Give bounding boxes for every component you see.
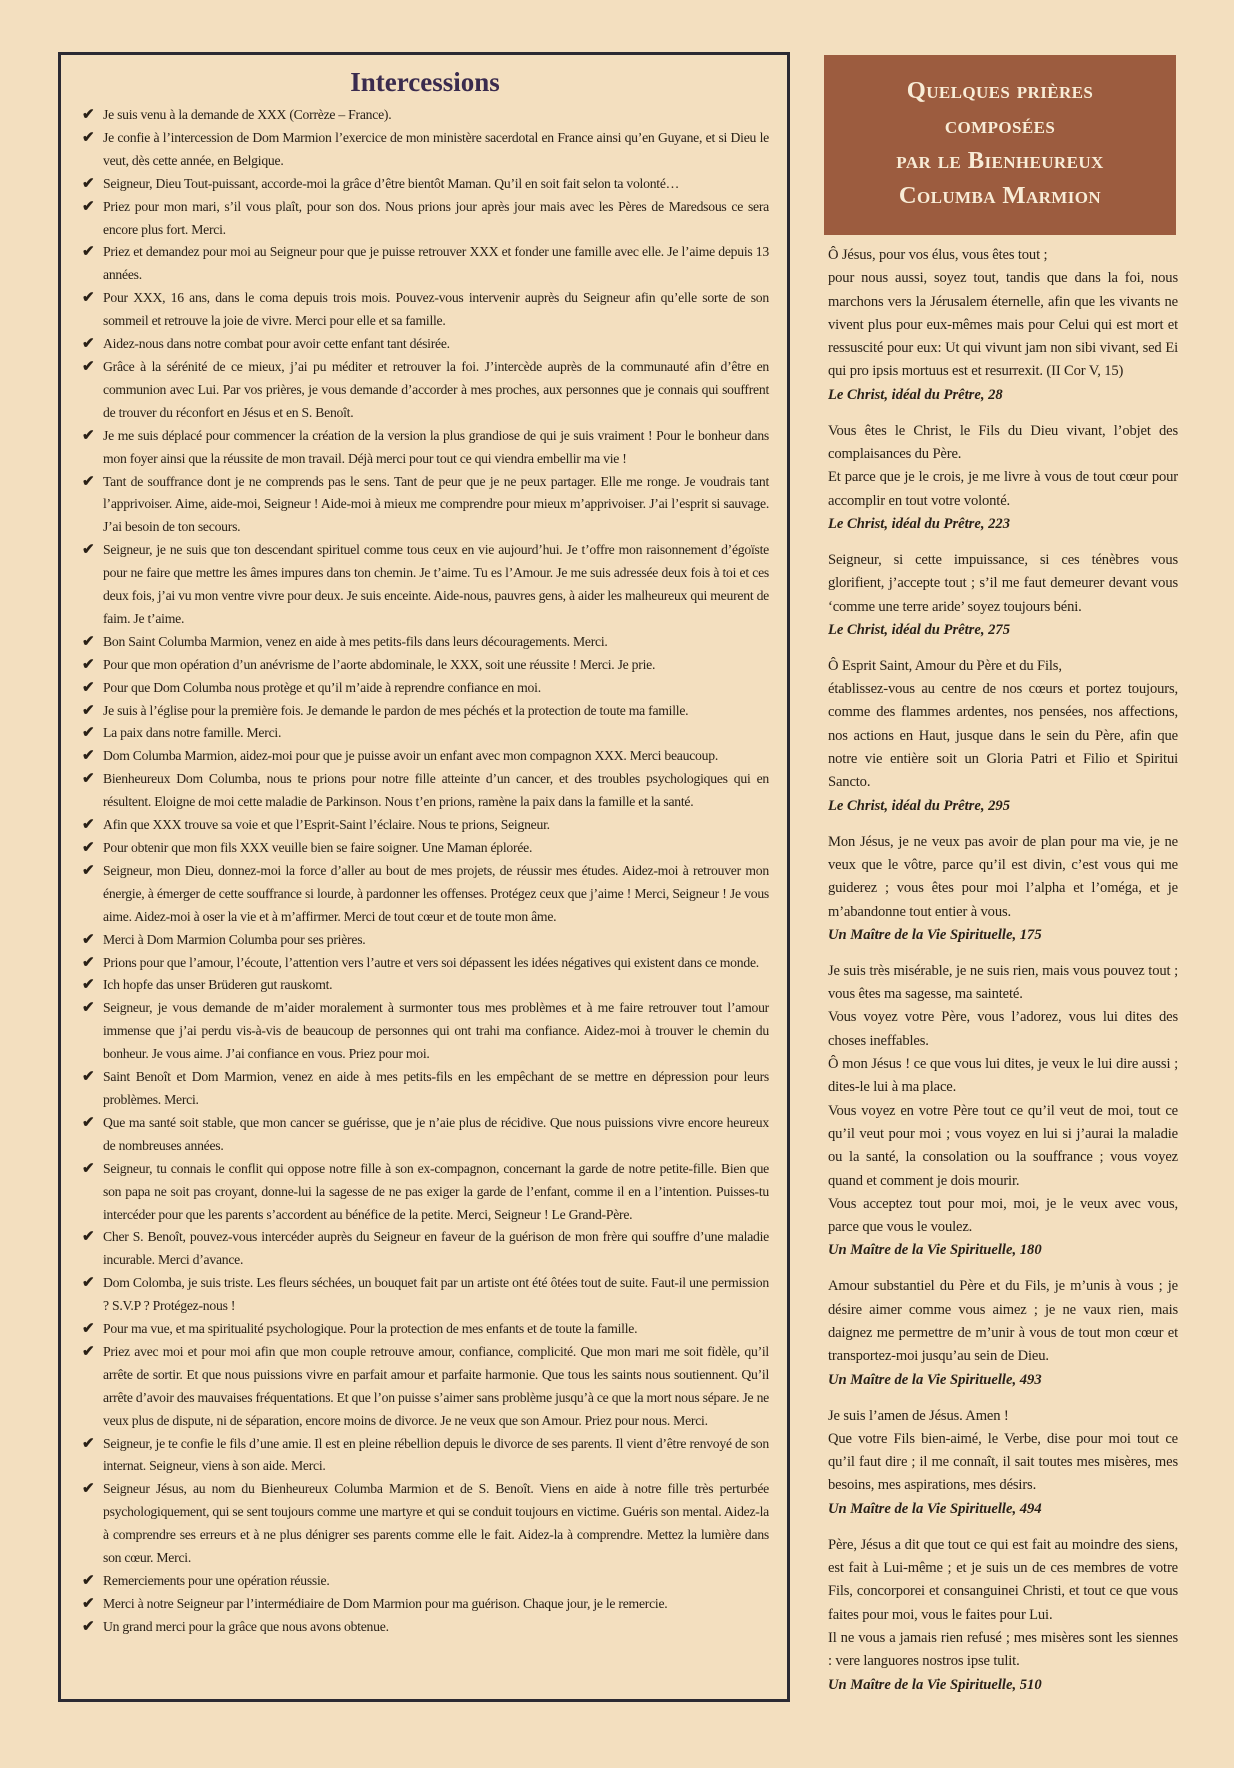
checkmark-icon: ✔ <box>82 1229 95 1246</box>
intercession-text: Seigneur, Dieu Tout-puissant, accorde-moi la grâce d’être bientôt Maman. Qu’il en soit fait selon ta volonté… <box>103 175 680 191</box>
checkmark-icon: ✔ <box>82 473 95 490</box>
checkmark-icon: ✔ <box>82 1000 95 1017</box>
prayers-title-line: Columba Marmion <box>898 182 1102 209</box>
intercession-text: Je suis à l’église pour la première fois. Je demande le pardon de mes péchés et la protection de toute ma famille. <box>103 702 689 718</box>
intercession-item <box>81 287 769 333</box>
prayer-block <box>828 244 1178 407</box>
checkmark-icon: ✔ <box>82 702 95 719</box>
prayer-block <box>828 420 1178 536</box>
checkmark-icon: ✔ <box>82 725 95 742</box>
checkmark-icon: ✔ <box>82 542 95 559</box>
intercession-item <box>81 1593 769 1616</box>
prayer-source: Un Maître de la Vie Spirituelle, 510 <box>828 1676 1042 1693</box>
intercession-item <box>81 997 769 1066</box>
prayer-text: Je suis l’amen de Jésus. Amen ! Que votre Fils bien-aimé, le Verbe, dise pour moi tout ce qu’il faut dire ; il me connaît, il sait toutes mes misères, mes besoins, mes aspirations, mes désirs. <box>828 1407 1178 1494</box>
prayer-text: Amour substantiel du Père et du Fils, je m’unis à vous ; je désire aimer comme vous aimez ; je ne vaux rien, mais daignez me permettre de m’unir à vous de tout mon cœur et transportez-moi jusqu’au sein de Dieu. <box>828 1278 1178 1365</box>
intercession-text: Seigneur, je te confie le fils d’une amie. Il est en pleine rébellion depuis le divorce de ses parents. Il vient d’être renvoyé de son internat. Seigneur, viens à son aide. Merci. <box>103 1435 769 1474</box>
intercession-text: Tant de souffrance dont je ne comprends pas le sens. Tant de peur que je ne peux partager. Elle me ronge. Je voudrais tant l’apprivoiser. Aime, aide-moi, Seigneur ! Aide-moi à mieux me comprendre pour mieux m’apprivoiser. J’ai l’esprit si sauvage. J’ai besoin de ton secours. <box>103 473 769 535</box>
prayer-source: Un Maître de la Vie Spirituelle, 180 <box>828 1242 1042 1259</box>
intercession-text: Cher S. Benoît, pouvez-vous intercéder auprès du Seigneur en faveur de la guérison de mon frère qui souffre d’une maladie incurable. Merci d’avance. <box>103 1229 769 1268</box>
intercession-text: Bon Saint Columba Marmion, venez en aide à mes petits-fils dans leurs découragements. Merci. <box>103 633 608 649</box>
checkmark-icon: ✔ <box>82 1618 95 1635</box>
intercession-item <box>81 1112 769 1158</box>
intercession-item <box>81 952 769 975</box>
checkmark-icon: ✔ <box>82 862 95 879</box>
intercessions-list <box>81 104 769 1639</box>
checkmark-icon: ✔ <box>82 1435 95 1452</box>
intercession-item <box>81 654 769 677</box>
checkmark-icon: ✔ <box>82 931 95 948</box>
intercession-text: La paix dans notre famille. Merci. <box>103 725 282 741</box>
prayers-title-line: Quelques prières <box>906 77 1094 104</box>
checkmark-icon: ✔ <box>82 129 95 146</box>
checkmark-icon: ✔ <box>82 290 95 307</box>
intercession-item <box>81 425 769 471</box>
intercession-item <box>81 677 769 700</box>
intercession-item <box>81 1158 769 1227</box>
intercession-text: Afin que XXX trouve sa voie et que l’Esprit-Saint l’éclaire. Nous te prions, Seigneur. <box>103 817 550 833</box>
prayer-source: Un Maître de la Vie Spirituelle, 494 <box>828 1500 1042 1517</box>
prayer-text: Ô Esprit Saint, Amour du Père et du Fils, établissez-vous au centre de nos cœurs et portez toujours, comme des flammes ardentes, nos pensées, nos affections, nos actions en Haut, jusque dans le sein du Père, afin que notre vie entière soit un Gloria Patri et Filio et Spiritui Sancto. <box>828 657 1178 791</box>
checkmark-icon: ✔ <box>82 198 95 215</box>
intercession-text: Pour obtenir que mon fils XXX veuille bien se faire soigner. Une Maman éplorée. <box>103 840 533 855</box>
prayer-block <box>828 1534 1178 1697</box>
checkmark-icon: ✔ <box>82 817 95 834</box>
intercession-item <box>81 471 769 540</box>
prayer-block <box>828 1405 1178 1521</box>
checkmark-icon: ✔ <box>82 1114 95 1131</box>
prayer-text: Je suis très misérable, je ne suis rien, mais vous pouvez tout ; vous êtes ma sagesse, ma sainteté. Vous voyez votre Père, vous l’adorez, vous lui dites des choses ineffables. Ô mon Jésus ! ce que vous lui dites, je veux le lui dire aussi ; dites-le lui à ma place. Vous voyez en votre Père tout ce qu’il veut de moi, tout ce qu’il veut pour moi ; vous voyez en lui si j’aurai la maladie ou la santé, la consolation ou la souffrance ; vous voyez quand et comment je dois mourir. Vous acceptez tout pour moi, moi, je le veux avec vous, parce que vous le voulez. <box>828 962 1178 1236</box>
prayer-source: Un Maître de la Vie Spirituelle, 493 <box>828 1371 1042 1388</box>
checkmark-icon: ✔ <box>82 1275 95 1292</box>
intercession-item <box>81 722 769 745</box>
prayer-text: Père, Jésus a dit que tout ce qui est fait au moindre des siens, est fait à Lui-même ; et je suis un de ces membres de votre Fils, concorporei et consanguinei Christi, et tout ce que vous faites pour moi, vous le faites pour Lui. Il ne vous a jamais rien refusé ; mes misères sont les siennes : vere languores nostros ipse tulit. <box>828 1536 1178 1670</box>
checkmark-icon: ✔ <box>82 1321 95 1338</box>
checkmark-icon: ✔ <box>82 977 95 994</box>
checkmark-icon: ✔ <box>82 1069 95 1086</box>
prayer-source: Le Christ, idéal du Prêtre, 28 <box>828 386 1003 403</box>
intercession-item <box>81 1570 769 1593</box>
intercession-item <box>81 333 769 356</box>
intercession-text: Prions pour que l’amour, l’écoute, l’attention vers l’autre et vers soi dépassent les idées négatives qui existent dans ce monde. <box>103 954 759 970</box>
intercession-item <box>81 356 769 425</box>
intercession-text: Que ma santé soit stable, que mon cancer se guérisse, que je n’aie plus de récidive. Que nous puissions vivre encore heureux de nombreuses années. <box>103 1114 769 1153</box>
checkmark-icon: ✔ <box>82 1343 95 1360</box>
prayer-block <box>828 655 1178 818</box>
intercession-text: Merci à notre Seigneur par l’intermédiaire de Dom Marmion pour ma guérison. Chaque jour, je le remercie. <box>103 1595 668 1611</box>
intercession-text: Dom Colomba, je suis triste. Les fleurs séchées, un bouquet fait par un artiste ont été ôtées tout de suite. Faut-il une permission ? S.V.P ? Protégez-nous ! <box>103 1275 769 1314</box>
checkmark-icon: ✔ <box>82 1595 95 1612</box>
checkmark-icon: ✔ <box>82 358 95 375</box>
intercession-item <box>81 1616 769 1639</box>
prayer-source: Le Christ, idéal du Prêtre, 275 <box>828 621 1011 638</box>
intercession-item <box>81 768 769 814</box>
intercession-item <box>81 974 769 997</box>
intercession-text: Seigneur, tu connais le conflit qui oppose notre fille à son ex-compagnon, concernant la garde de notre petite-fille. Bien que son papa ne soit pas croyant, donne-lui la sagesse de ne pas exiger la garde de l’enfant, comme il en a l’intention. Puisses-tu intercéder pour que les parents s’accordent au bénéfice de la petite. Merci, Seigneur ! Le Grand-Père. <box>103 1160 769 1222</box>
intercession-text: Pour que Dom Columba nous protège et qu’il m’aide à reprendre confiance en moi. <box>103 679 541 695</box>
intercession-text: Ich hopfe das unser Brüderen gut rauskomt. <box>103 977 333 993</box>
intercession-item <box>81 745 769 768</box>
intercession-text: Je suis venu à la demande de XXX (Corrèze – France). <box>103 107 392 122</box>
intercession-text: Priez et demandez pour moi au Seigneur pour que je puisse retrouver XXX et fonder une famille avec elle. Je l’aime depuis 13 années. <box>103 244 769 283</box>
prayer-text: Vous êtes le Christ, le Fils du Dieu vivant, l’objet des complaisances du Père. Et parce que je le crois, je me livre à vous de tout cœur pour accomplir en tout votre volonté. <box>828 422 1178 509</box>
checkmark-icon: ✔ <box>82 840 95 856</box>
intercession-text: Aidez-nous dans notre combat pour avoir cette enfant tant désirée. <box>103 336 450 352</box>
checkmark-icon: ✔ <box>82 748 95 765</box>
intercession-text: Seigneur, je ne suis que ton descendant spirituel comme tous ceux en vie aujourd’hui. Je t’offre mon raisonnement d’égoïste pour ne faire que mettre les âmes impures dans ton chemin. Je t’aime. Tu es l’Amour. Je me suis adressée deux fois à toi et ces deux fois, j’ai vu mon ventre vivre pour deux. Je suis enceinte. Aide-nous, pauvres gens, à aider les malheureux qui meurent de faim. Je t’aime. <box>103 542 769 626</box>
intercession-item <box>81 1066 769 1112</box>
checkmark-icon: ✔ <box>82 427 95 444</box>
intercession-text: Priez avec moi et pour moi afin que mon couple retrouve amour, confiance, complicité. Que mon mari me soit fidèle, qu’il arrête de sortir. Et que nous puissions vivre en parfait amour et parfaite harmonie. Que tous les saints nous soutiennent. Qu’il arrête d’avoir des mauvaises fréquentations. Et que l’on puisse s’aimer sans problème jusqu’à ce que la mort nous sépare. Je ne veux plus de dispute, ni de séparation, encore moins de divorce. Je ne veux que son Amour. Priez pour nous. Merci. <box>103 1343 769 1428</box>
intercession-text: Seigneur, mon Dieu, donnez-moi la force d’aller au bout de mes projets, de réussir mes études. Aidez-moi à retrouver mon énergie, à émerger de cette souffrance si lourde, à pardonner les offenses. Protégez ceux que j’aime ! Merci, Seigneur ! Je vous aime. Aidez-moi à oser la vie et à m’affirmer. Merci de tout cœur et de toute mon âme. <box>103 862 769 924</box>
intercession-text: Remerciements pour une opération réussie. <box>103 1573 330 1588</box>
prayer-text: Seigneur, si cette impuissance, si ces ténèbres vous glorifient, j’accepte tout ; s’il me faut demeurer devant vous ‘comme une terre aride’ soyez toujours béni. <box>828 551 1178 615</box>
checkmark-icon: ✔ <box>82 175 95 192</box>
prayer-source: Le Christ, idéal du Prêtre, 295 <box>828 797 1011 814</box>
intercession-text: Bienheureux Dom Columba, nous te prions pour notre fille atteinte d’un cancer, et des troubles psychologiques qui en résultent. Eloigne de moi cette maladie de Parkinson. Nous t’en prions, ramène la paix dans la famille et la santé. <box>103 771 769 810</box>
intercession-text: Seigneur, je vous demande de m’aider moralement à surmonter tous mes problèmes et à me faire retrouver tout l’amour immense que j’ai perdu vis-à-vis de beaucoup de personnes qui ont trahi ma confiance. Aidez-moi à trouver le chemin du bonheur. Je vous aime. J’ai confiance en vous. Priez pour moi. <box>103 1000 769 1062</box>
prayers-title-line: par le Bienheureux <box>896 147 1104 174</box>
checkmark-icon: ✔ <box>82 656 95 673</box>
prayers-column <box>828 244 1178 1704</box>
prayer-block <box>828 549 1178 642</box>
intercession-item <box>81 196 769 242</box>
prayer-block <box>828 960 1178 1263</box>
intercession-text: Pour que mon opération d’un anévrisme de l’aorte abdominale, le XXX, soit une réussite ! Merci. Je prie. <box>103 656 656 672</box>
prayers-title-box <box>824 55 1176 235</box>
intercession-text: Grâce à la sérénité de ce mieux, j’ai pu méditer et retrouver la foi. J’intercède auprès de la communauté afin d’être en communion avec Lui. Par vos prières, je vous demande d’accorder à mes proches, aux personnes que je connais qui souffrent de trouver du réconfort en Jésus et en S. Benoît. <box>103 358 769 420</box>
intercession-text: Pour ma vue, et ma spiritualité psychologique. Pour la protection de mes enfants et de toute la famille. <box>103 1321 638 1337</box>
intercession-item <box>81 1433 769 1479</box>
prayer-block <box>828 831 1178 947</box>
prayer-block <box>828 1275 1178 1391</box>
checkmark-icon: ✔ <box>82 1160 95 1177</box>
intercession-text: Merci à Dom Marmion Columba pour ses prières. <box>103 931 366 947</box>
intercession-item <box>81 539 769 631</box>
intercession-text: Pour XXX, 16 ans, dans le coma depuis trois mois. Pouvez-vous intervenir auprès du Seigneur afin qu’elle sorte de son sommeil et retrouve la joie de vivre. Merci pour elle et sa famille. <box>103 290 769 329</box>
intercession-item <box>81 173 769 196</box>
prayers-title-line: composées <box>944 112 1056 139</box>
checkmark-icon: ✔ <box>82 336 95 353</box>
checkmark-icon: ✔ <box>82 633 95 650</box>
intercession-text: Je me suis déplacé pour commencer la création de la version la plus grandiose de qui je suis vraiment ! Pour le bonheur dans mon foyer ainsi que la réussite de mon travail. Déjà merci pour tout ce qui viendra embellir ma vie ! <box>103 427 769 466</box>
intercession-item <box>81 814 769 837</box>
intercession-item <box>81 837 769 860</box>
checkmark-icon: ✔ <box>82 679 95 696</box>
checkmark-icon: ✔ <box>82 771 95 788</box>
intercession-item <box>81 700 769 723</box>
checkmark-icon: ✔ <box>82 1481 95 1498</box>
intercession-text: Priez pour mon mari, s’il vous plaît, pour son dos. Nous prions jour après jour mais avec les Pères de Maredsous ce sera encore plus fort. Merci. <box>103 198 769 237</box>
intercession-item <box>81 241 769 287</box>
intercession-text: Dom Columba Marmion, aidez-moi pour que je puisse avoir un enfant avec mon compagnon XXX. Merci beaucoup. <box>103 748 718 764</box>
intercession-item <box>81 631 769 654</box>
intercession-item <box>81 104 769 127</box>
prayer-text: Mon Jésus, je ne veux pas avoir de plan pour ma vie, je ne veux que le vôtre, parce qu’il est divin, c’est vous qui me guiderez ; vous êtes pour moi l’alpha et l’oméga, et je m’abandonne tout entier à vous. <box>828 833 1178 920</box>
intercession-item <box>81 127 769 173</box>
prayer-source: Un Maître de la Vie Spirituelle, 175 <box>828 926 1042 943</box>
intercession-item <box>81 1341 769 1433</box>
checkmark-icon: ✔ <box>82 954 95 971</box>
prayer-source: Le Christ, idéal du Prêtre, 223 <box>828 515 1011 532</box>
intercession-item <box>81 860 769 929</box>
intercession-item <box>81 1478 769 1570</box>
intercession-text: Un grand merci pour la grâce que nous avons obtenue. <box>103 1618 389 1634</box>
checkmark-icon: ✔ <box>82 1573 95 1589</box>
checkmark-icon: ✔ <box>82 107 95 123</box>
intercessions-panel <box>58 52 790 1702</box>
intercession-item <box>81 1226 769 1272</box>
intercession-item <box>81 929 769 952</box>
intercession-item <box>81 1318 769 1341</box>
intercession-item <box>81 1272 769 1318</box>
intercession-text: Seigneur Jésus, au nom du Bienheureux Columba Marmion et de S. Benoît. Viens en aide à notre fille très perturbée psychologiquement, qui se sent toujours comme une martyre et qui se conduit toujours en victime. Guéris son mental. Aidez-la à comprendre ses erreurs et à ne plus dénigrer ses parents comme elle le fait. Aidez-la à comprendre. Mettez la lumière dans son cœur. Merci. <box>103 1481 769 1566</box>
checkmark-icon: ✔ <box>82 244 95 261</box>
prayer-text: Ô Jésus, pour vos élus, vous êtes tout ; pour nous aussi, soyez tout, tandis que dans la foi, nous marchons vers la Jérusalem éternelle, afin que les vivants ne vivent plus pour eux-mêmes mais pour Celui qui est mort et ressuscité pour eux: Ut qui vivunt jam non sibi vivant, sed Ei qui pro ipsis mortuus est et resurrexit. (II Cor V, 15) <box>828 247 1178 380</box>
intercessions-title: Intercessions <box>350 67 500 97</box>
intercession-text: Je confie à l’intercession de Dom Marmion l’exercice de mon ministère sacerdotal en France ainsi qu’en Guyane, et si Dieu le veut, dès cette année, en Belgique. <box>103 129 769 168</box>
intercession-text: Saint Benoît et Dom Marmion, venez en aide à mes petits-fils en les empêchant de se mettre en dépression pour leurs problèmes. Merci. <box>103 1069 769 1107</box>
